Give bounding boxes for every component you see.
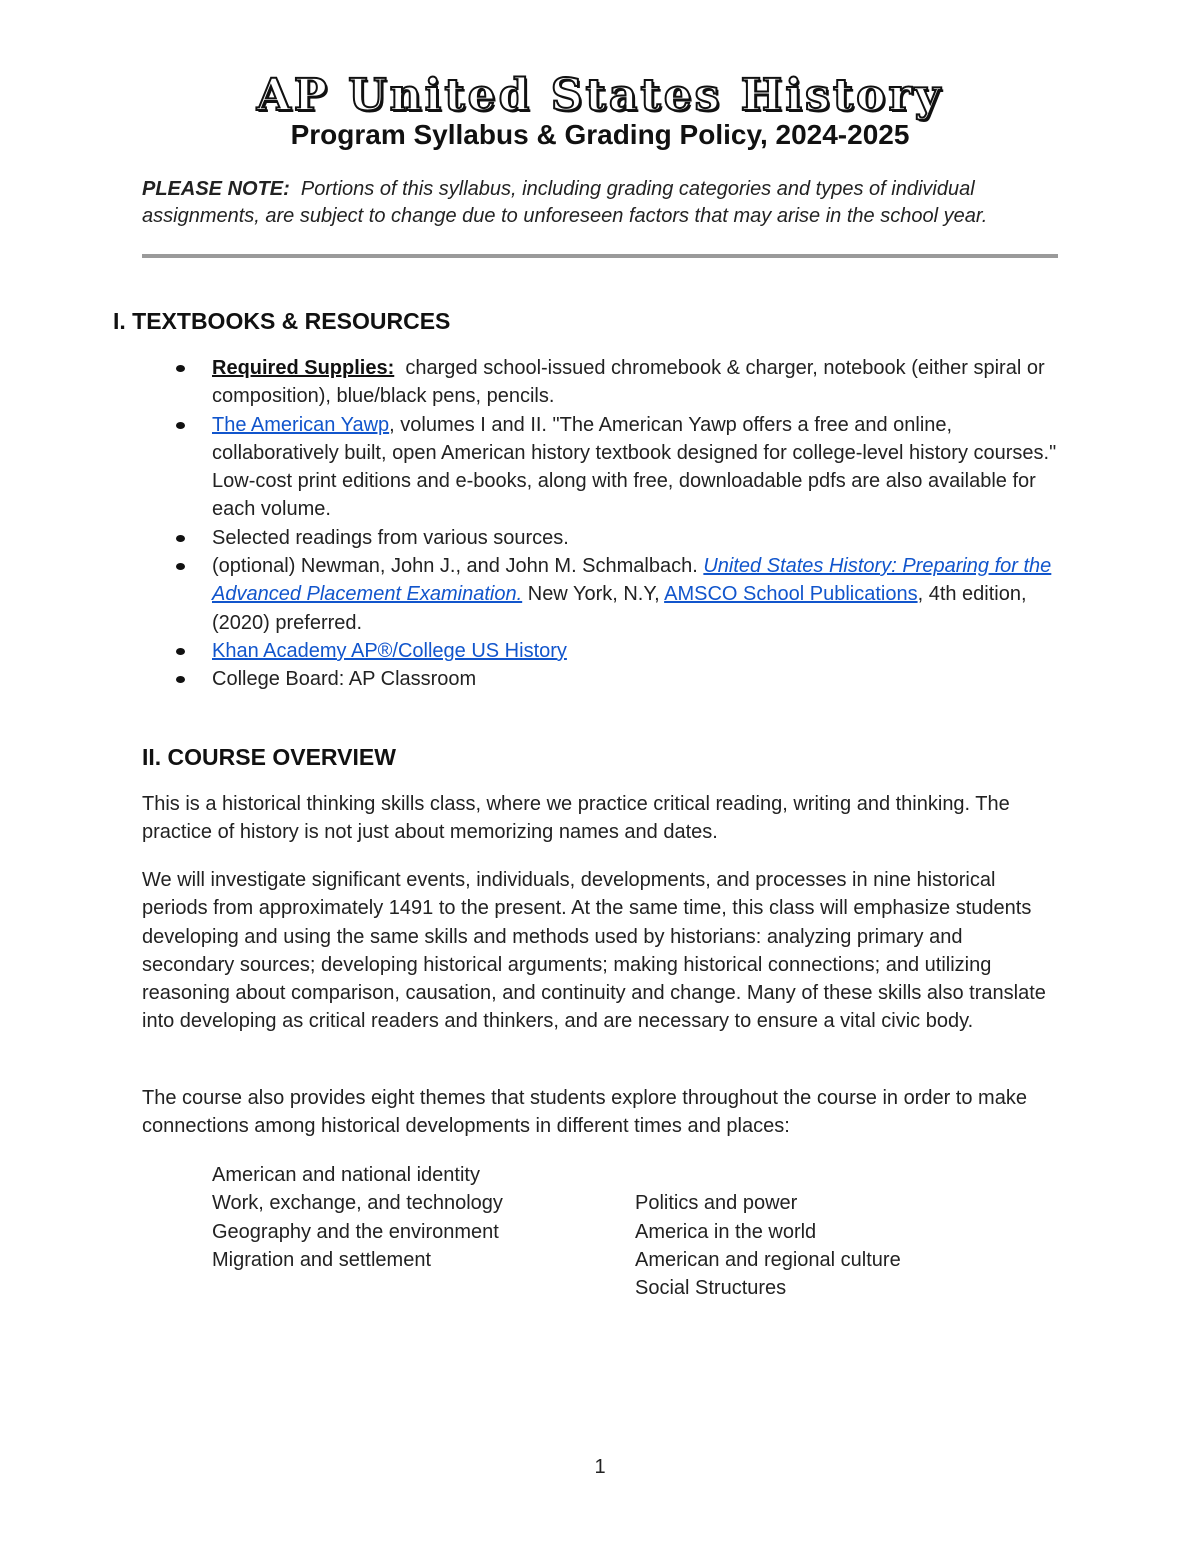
- bullet-icon: [176, 365, 185, 372]
- resource-list: [212, 354, 1062, 694]
- themes-left-column: [212, 1161, 503, 1274]
- list-item: [212, 552, 1062, 637]
- bullet-icon: [176, 535, 185, 542]
- overview-paragraph-1: This is a historical thinking skills class, where we practice critical reading, writing and thinking. The practice of history is not just about memorizing names and dates.: [142, 793, 1010, 844]
- overview-paragraph-3: The course also provides eight themes that students explore throughout the course in order to make connections among historical developments in different times and places:: [142, 1087, 1027, 1138]
- bullet-icon: [176, 422, 185, 429]
- theme-item: Migration and settlement: [212, 1248, 432, 1271]
- horizontal-rule: [142, 254, 1058, 258]
- list-item: [212, 411, 1062, 524]
- newman-middle-text: New York, N.Y,: [522, 583, 665, 606]
- theme-item: Politics and power: [635, 1192, 798, 1215]
- overview-paragraph-2: We will investigate significant events, individuals, developments, and processes in nine historical periods from approximately 1491 to the present. At the same time, this class will emphasize students developing and using the same skills and methods used by historians: analyzing primary and secondary sources; developing historical arguments; making historical connections; and utilizing reasoning about comparison, causation, and continuity and change. Many of these skills also translate into developing as critical readers and thinkers, and are necessary to ensure a vital civic body.: [142, 869, 1046, 1033]
- college-board-text: College Board: AP Classroom: [212, 668, 477, 691]
- page-number: 1: [594, 1456, 606, 1478]
- amsco-link[interactable]: AMSCO School Publications: [664, 583, 918, 606]
- theme-item: American and regional culture: [635, 1248, 901, 1271]
- required-supplies-text: charged school-issued chromebook & charger, notebook (either spiral or composition), blue/black pens, pencils.: [212, 357, 1045, 408]
- american-yawp-link[interactable]: The American Yawp: [212, 413, 390, 436]
- section-heading-course-overview: II. COURSE OVERVIEW: [142, 744, 396, 770]
- bullet-icon: [176, 563, 185, 570]
- list-item: [212, 665, 1062, 693]
- please-note-label: PLEASE NOTE:: [142, 178, 290, 200]
- bullet-icon: [176, 648, 185, 655]
- document-subtitle: Program Syllabus & Grading Policy, 2024-2025: [290, 119, 910, 150]
- please-note: [142, 176, 1042, 229]
- bullet-icon: [176, 676, 185, 683]
- theme-item: American and national identity: [212, 1164, 480, 1186]
- list-item: [212, 637, 1062, 665]
- newman-book-link[interactable]: United States History: Preparing for the Advanced Placement Examination.: [212, 555, 1052, 606]
- khan-academy-link[interactable]: Khan Academy AP®/College US History: [212, 639, 567, 662]
- please-note-text: Portions of this syllabus, including grading categories and types of individual assignments, are subject to change due to unforeseen factors that may arise in the school year.: [142, 178, 988, 227]
- newman-suffix-text: , 4th edition, (2020) preferred.: [212, 583, 1027, 634]
- theme-item: Work, exchange, and technology: [212, 1192, 503, 1215]
- themes-right-column: [635, 1189, 901, 1302]
- section-heading-textbooks: I. TEXTBOOKS & RESOURCES: [113, 308, 451, 334]
- theme-item: Geography and the environment: [212, 1220, 499, 1243]
- newman-prefix-text: (optional) Newman, John J., and John M. Schmalbach.: [212, 555, 704, 578]
- theme-item: Social Structures: [635, 1277, 787, 1300]
- document-title: AP United States History: [256, 70, 944, 121]
- theme-item: America in the world: [635, 1220, 817, 1243]
- list-item: [212, 524, 1062, 552]
- american-yawp-text: , volumes I and II. "The American Yawp offers a free and online, collaboratively built, open American history textbook designed for college-level history courses." Low-cost print editions and e-books, along with free, downloadable pdfs are also available for each volume.: [212, 413, 1057, 521]
- required-supplies-label: Required Supplies:: [212, 357, 395, 379]
- selected-readings-text: Selected readings from various sources.: [212, 526, 569, 549]
- list-item: [212, 354, 1062, 411]
